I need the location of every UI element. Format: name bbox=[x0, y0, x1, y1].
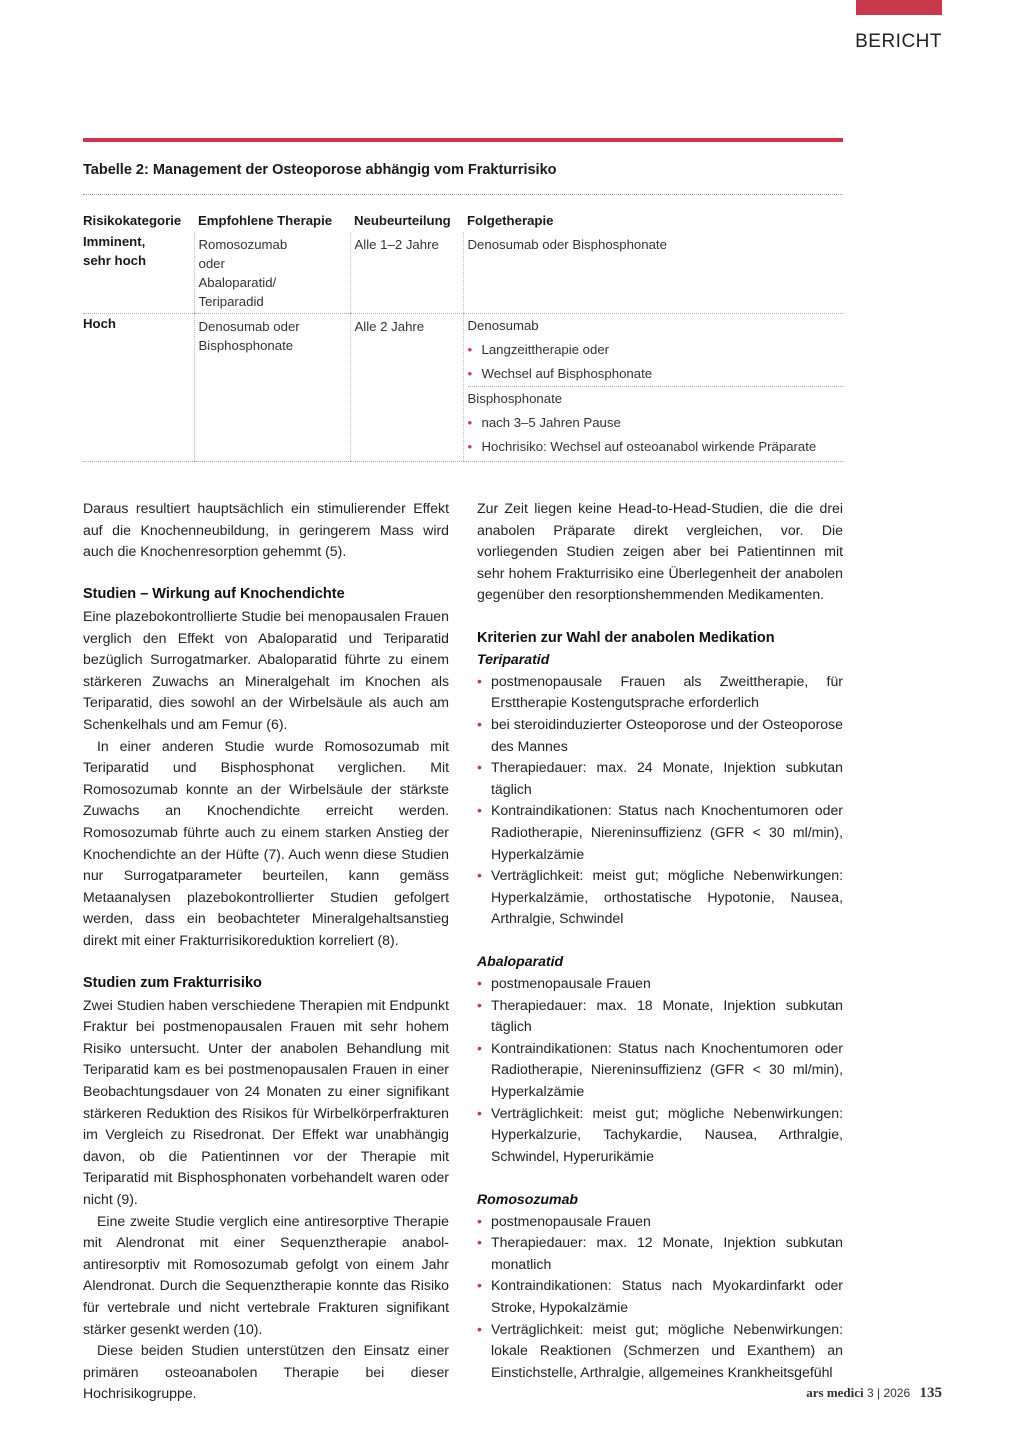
right-column bbox=[477, 498, 843, 1383]
header-accent-bar bbox=[856, 0, 942, 15]
caption-divider bbox=[83, 194, 843, 195]
paragraph: Diese beiden Studien unterstützen den Einsatz einer primären osteoanabolen Therapie bei dieser Hochrisikogruppe. bbox=[83, 1342, 449, 1402]
section-heading: Studien – Wirkung auf Knochendichte bbox=[83, 586, 345, 603]
therapy-line: oder bbox=[198, 256, 225, 271]
followup-cell bbox=[463, 314, 843, 462]
drug-criteria-list bbox=[477, 671, 843, 930]
list-item: • Verträglichkeit: meist gut; mögliche Nebenwirkungen: lokale Reaktionen (Schmerzen und Exanthem) an Einstichstelle, Arthralgie, allgemeines Krankheitsgefühl bbox=[477, 1319, 843, 1384]
followup-cell: Denosumab oder Bisphosphonate bbox=[463, 232, 843, 314]
list-item: • Therapiedauer: max. 18 Monate, Injektion subkutan täglich bbox=[477, 995, 843, 1038]
table-row bbox=[83, 314, 843, 462]
section-label: BERICHT bbox=[855, 31, 942, 52]
page-number: 135 bbox=[919, 1385, 942, 1401]
therapy-line: Denosumab oder bbox=[198, 319, 300, 334]
followup-group-title: Denosumab bbox=[467, 318, 539, 333]
list-item: • Therapiedauer: max. 12 Monate, Injektion subkutan monatlich bbox=[477, 1232, 843, 1275]
followup-bullet: • Wechsel auf Bisphosphonate bbox=[468, 362, 844, 386]
therapy-line: Bisphosphonate bbox=[198, 338, 294, 353]
therapy-line: Teriparadid bbox=[198, 294, 264, 309]
table-header-row bbox=[83, 211, 843, 232]
table-row bbox=[83, 232, 843, 314]
followup-bullet: • Langzeittherapie oder bbox=[468, 338, 844, 362]
issue-number: 3 | 2026 bbox=[867, 1386, 911, 1400]
list-item: • Therapiedauer: max. 24 Monate, Injektion subkutan täglich bbox=[477, 757, 843, 800]
paragraph: Daraus resultiert hauptsächlich ein stimulierender Effekt auf die Knochenneubildung, in geringerem Mass wird auch die Knochenresorption gehemmt (5). bbox=[83, 500, 449, 560]
list-item: • Kontraindikationen: Status nach Myokardinfarkt oder Stroke, Hypokalzämie bbox=[477, 1275, 843, 1318]
list-item: • Kontraindikationen: Status nach Knochentumoren oder Radiotherapie, Niereninsuffizienz (GFR < 30 ml/min), Hyperkalzämie bbox=[477, 1038, 843, 1103]
table-block bbox=[83, 138, 843, 462]
drug-heading: Abaloparatid bbox=[477, 953, 564, 970]
page-footer bbox=[806, 1385, 942, 1402]
drug-heading: Romosozumab bbox=[477, 1191, 579, 1207]
therapy-line: Abaloparatid/ bbox=[198, 275, 277, 290]
paragraph: Eine plazebokontrollierte Studie bei menopausalen Frauen verglich den Effekt von Abaloparatid und Teriparatid bezüglich Surrogatmarker. Abaloparatid führte zu einem stärkeren Zuwachs an Mineralgehalt im Knochen als Teriparatid, dies sowohl an der Wirbelsäule als auch am Schenkelhals und am Femur (6). bbox=[83, 607, 449, 732]
drug-criteria-list bbox=[477, 973, 843, 1167]
category-line: Imminent, bbox=[83, 234, 146, 249]
list-item: • bei steroidinduzierter Osteoporose und der Osteoporose des Mannes bbox=[477, 714, 843, 757]
list-item: • postmenopausale Frauen als Zweittherapie, für Ersttherapie Kostengutsprache erforderlich bbox=[477, 671, 843, 714]
column-header: Risikokategorie bbox=[83, 213, 182, 228]
journal-name: ars medici bbox=[806, 1385, 864, 1400]
reassessment-cell: Alle 2 Jahre bbox=[350, 314, 463, 462]
column-header: Folgetherapie bbox=[467, 213, 554, 228]
paragraph: Zwei Studien haben verschiedene Therapien mit Endpunkt Fraktur bei postmenopausalen Frauen mit sehr hohem Risiko untersucht. Unter der anabolen Behandlung mit Teriparatid kam es bei postmenopausalen Frauen in einer Beobachtungsdauer von 24 Monaten zu einer signifikant stärkeren Reduktion des Risikos für Wirbelkörperfrakturen im Vergleich zu Risedronat. Der Effekt war unabhängig davon, ob die Patientinnen vor der Therapie mit Teriparatid mit Bisphosphonaten vorbehandelt waren oder nicht (9). bbox=[83, 996, 449, 1207]
left-column bbox=[83, 498, 449, 1405]
drug-heading: Teriparatid bbox=[477, 651, 550, 668]
followup-bullet: • nach 3–5 Jahren Pause bbox=[468, 411, 844, 435]
therapy-line: Romosozumab bbox=[198, 237, 288, 252]
category-cell bbox=[83, 314, 194, 462]
column-header: Empfohlene Therapie bbox=[198, 213, 333, 228]
paragraph: In einer anderen Studie wurde Romosozumab mit Teriparatid und Bisphosphonat verglichen. Mit Romosozumab konnte an der Wirbelsäule der stärkste Zuwachs an Knochendichte erreicht werden. Romosozumab führte auch zu einem starken Anstieg der Knochendichte an der Hüfte (7). Auch wenn diese Studien nur Surrogatparameter beurteilen, kann gemäss Metaanalysen plazebokontrollierter Studien gefolgert werden, dass ein beobachteter Mineralgehaltsanstieg direkt mit einer Frakturrisikoreduktion korreliert (8). bbox=[83, 737, 449, 948]
list-item: • postmenopausale Frauen bbox=[477, 1211, 843, 1233]
section-heading: Studien zum Frakturrisiko bbox=[83, 975, 262, 992]
column-header: Neubeurteilung bbox=[354, 213, 451, 228]
category-line: Hoch bbox=[83, 316, 116, 331]
paragraph: Eine zweite Studie verglich eine antiresorptive Therapie mit Alendronat mit einer Sequenztherapie anabol-antiresorptiv mit Romosozumab gefolgt von einem Jahr Alendronat. Durch die Sequenztherapie konnte das Risiko für vertebrale und nicht vertebrale Frakturen signifikant stärker gesenkt werden (10). bbox=[83, 1212, 449, 1337]
list-item: • Verträglichkeit: meist gut; mögliche Nebenwirkungen: Hyperkalzurie, Tachykardie, Nausea, Arthralgie, Schwindel, Hyperurikämie bbox=[477, 1103, 843, 1168]
list-item: • Verträglichkeit: meist gut; mögliche Nebenwirkungen: Hyperkalzämie, orthostatische Hypotonie, Nausea, Arthralgie, Schwindel bbox=[477, 865, 843, 930]
followup-group bbox=[468, 386, 844, 459]
risk-table bbox=[83, 211, 843, 462]
drug-criteria-list bbox=[477, 1211, 843, 1384]
paragraph: Zur Zeit liegen keine Head-to-Head-Studien, die die drei anabolen Präparate direkt vergleichen, vor. Die vorliegenden Studien zeigen aber bei Patientinnen mit sehr hohem Frakturrisiko eine Überlegenheit der anabolen gegenüber den resorptionshemmenden Medikamenten. bbox=[477, 500, 843, 603]
table-caption: Tabelle 2: Management der Osteoporose abhängig vom Frakturrisiko bbox=[83, 162, 557, 178]
section-heading: Kriterien zur Wahl der anabolen Medikation bbox=[477, 629, 775, 646]
therapy-cell bbox=[194, 232, 350, 314]
reassessment-cell: Alle 1–2 Jahre bbox=[350, 232, 463, 314]
followup-bullet: • Hochrisiko: Wechsel auf osteoanabol wirkende Präparate bbox=[468, 435, 844, 459]
category-line: sehr hoch bbox=[83, 253, 147, 268]
list-item: • postmenopausale Frauen bbox=[477, 973, 843, 995]
therapy-cell bbox=[194, 314, 350, 462]
category-cell bbox=[83, 232, 194, 314]
table-top-rule bbox=[83, 138, 843, 142]
list-item: • Kontraindikationen: Status nach Knochentumoren oder Radiotherapie, Niereninsuffizienz (GFR < 30 ml/min), Hyperkalzämie bbox=[477, 800, 843, 865]
followup-group-title: Bisphosphonate bbox=[467, 391, 563, 406]
